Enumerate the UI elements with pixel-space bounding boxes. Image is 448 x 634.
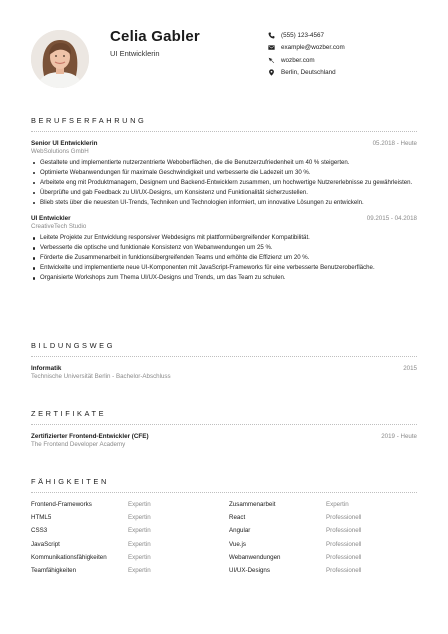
bullet-item: Leitete Projekte zur Entwicklung responsiver Webdesigns mit plattformübergreifender Kompatibilität.: [31, 234, 417, 242]
job-title: UI Entwickler: [31, 215, 71, 223]
skill-level: Professionell: [326, 527, 362, 535]
skill-level: Expertin: [128, 501, 151, 508]
certificate-name: Zertifizierter Frontend-Entwickler (CFE): [31, 433, 149, 440]
candidate-name: Celia Gabler: [110, 28, 200, 45]
skill-name: Vue.js: [229, 540, 246, 548]
candidate-role: UI Entwicklerin: [110, 49, 160, 58]
job-date: 09.2015 - 04.2018: [366, 215, 417, 223]
experience-heading: BERUFSERFAHRUNG: [31, 116, 417, 132]
skills-grid: [31, 501, 417, 580]
bullet-item: Entwickelte und implementierte neue UI-Komponenten mit JavaScript-Frameworks für eine verbesserte Benutzeroberfläche.: [31, 264, 417, 272]
job-company: WebSolutions GmbH: [31, 148, 89, 155]
phone-icon: [268, 32, 275, 39]
skill-name: Zusammenarbeit: [229, 501, 276, 508]
job-company: CreativeTech Studio: [31, 223, 87, 231]
skill-level: Professionell: [326, 553, 362, 561]
skill-name: JavaScript: [31, 540, 60, 548]
job-entry: [31, 140, 417, 207]
skill-name: Webanwendungen: [229, 553, 281, 561]
job-bullets: [31, 234, 417, 282]
education-degree: Informatik: [31, 365, 62, 372]
skill-name: Kommunikationsfähigkeiten: [31, 553, 107, 561]
contact-email-text[interactable]: example@wozber.com: [281, 44, 345, 52]
contact-website: [268, 54, 345, 67]
contact-phone: [268, 29, 345, 42]
contact-location: [268, 67, 345, 80]
skill-level: Professionell: [326, 566, 362, 574]
bullet-item: Blieb stets über die neuesten UI-Trends, Techniken und Technologien informiert, um innovative Lösungen zu entwickeln.: [31, 199, 417, 207]
skill-name: Frontend-Frameworks: [31, 501, 92, 508]
contact-list: [268, 29, 345, 79]
skills-section: [31, 477, 417, 580]
contact-phone-text[interactable]: (555) 123-4567: [281, 31, 325, 39]
skills-heading: FÄHIGKEITEN: [31, 477, 417, 493]
skill-name: React: [229, 514, 246, 522]
bullet-item: Gestaltete und implementierte nutzerzentrierte Weboberflächen, die die Benutzerzufriedenheit um 40 % steigerten.: [31, 159, 417, 167]
education-date: 2015: [403, 365, 417, 372]
contact-location-text: Berlin, Deutschland: [281, 69, 336, 77]
link-icon: [268, 57, 275, 64]
job-date: 05.2018 - Heute: [372, 140, 417, 147]
skill-name: HTML5: [31, 514, 52, 522]
skill-name: Angular: [229, 527, 251, 535]
skill-name: CSS3: [31, 527, 48, 535]
job-title: Senior UI Entwicklerin: [31, 140, 98, 147]
bullet-item: Organisierte Workshops zum Thema UI/UX-Designs und Trends, um das Team zu schulen.: [31, 274, 417, 282]
bullet-item: Förderte die Zusammenarbeit in funktionsübergreifenden Teams und erhöhte die Effizienz um 20 %.: [31, 254, 417, 262]
experience-section: [31, 116, 417, 284]
skill-level: Expertin: [128, 540, 151, 548]
skill-level: Expertin: [128, 566, 151, 574]
certificates-heading: ZERTIFIKATE: [31, 409, 417, 425]
education-school: Technische Universität Berlin - Bachelor-Abschluss: [31, 373, 171, 380]
skill-level: Expertin: [326, 501, 349, 508]
job-bullets: [31, 159, 417, 207]
certificate-issuer: The Frontend Developer Academy: [31, 441, 126, 448]
education-heading: BILDUNGSWEG: [31, 341, 417, 357]
skill-level: Expertin: [128, 553, 151, 561]
bullet-item: Optimierte Webanwendungen für maximale Geschwindigkeit und verbesserte die Ladezeit um 30 %.: [31, 169, 417, 177]
job-entry: [31, 215, 417, 282]
skill-level: Expertin: [128, 527, 151, 535]
bullet-item: Arbeitete eng mit Produktmanagern, Designern und Backend-Entwicklern zusammen, um hochwertige Nutzererlebnisse zu gewährleisten.: [31, 179, 417, 187]
profile-photo: [31, 30, 89, 88]
skill-level: Professionell: [326, 540, 362, 548]
education-section: [31, 341, 417, 380]
contact-website-text[interactable]: wozber.com: [281, 56, 315, 64]
bullet-item: Verbesserte die optische und funktionale Konsistenz von Webanwendungen um 25 %.: [31, 244, 417, 252]
location-icon: [268, 69, 275, 76]
skill-name: UI/UX-Designs: [229, 566, 270, 574]
skill-level: Expertin: [128, 514, 151, 522]
email-icon: [268, 44, 275, 51]
skill-name: Teamfähigkeiten: [31, 566, 77, 574]
skill-level: Professionell: [326, 514, 362, 522]
bullet-item: Überprüfte und gab Feedback zu UI/UX-Designs, um Konsistenz und Funktionalität sicherzustellen.: [31, 189, 417, 197]
certificate-date: 2019 - Heute: [381, 433, 417, 440]
contact-email: [268, 42, 345, 55]
certificates-section: [31, 409, 417, 448]
avatar: [31, 30, 89, 88]
